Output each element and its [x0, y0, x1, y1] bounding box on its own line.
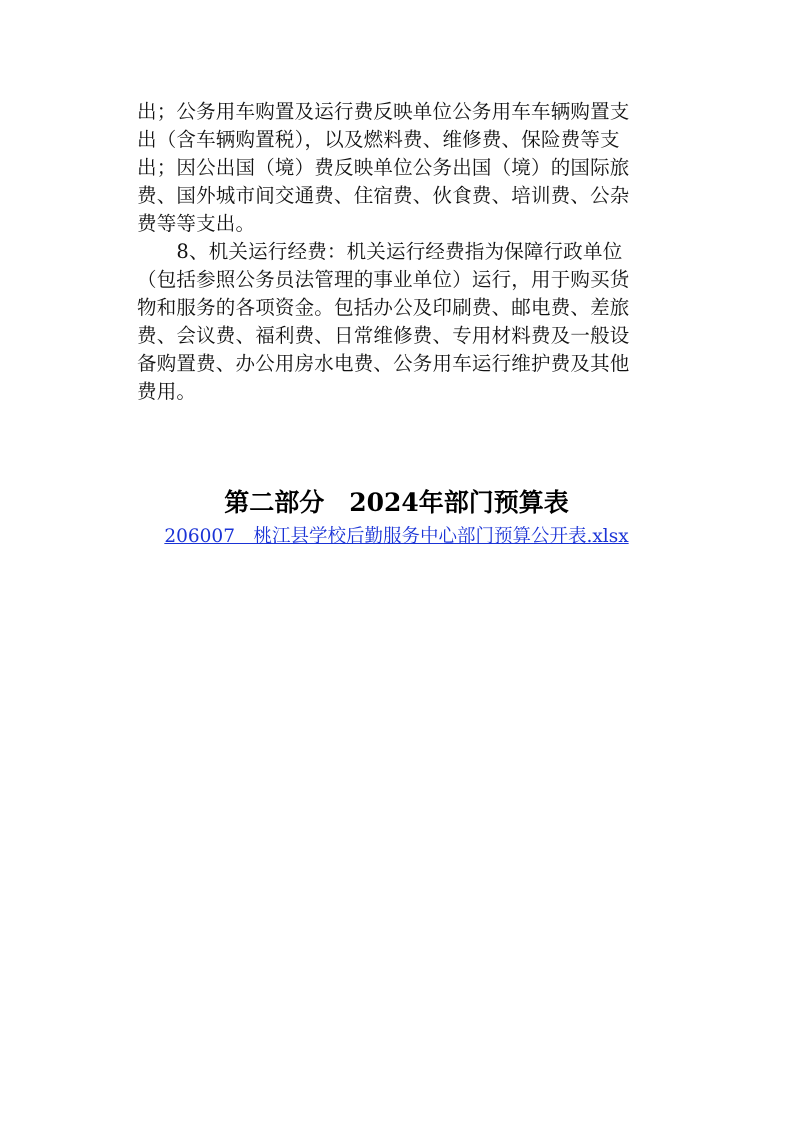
paragraph-line: 出；公务用车购置及运行费反映单位公务用车车辆购置支 — [137, 100, 630, 123]
paragraph-line: 费等等支出。 — [137, 212, 256, 235]
paragraph-line: 出；因公出国（境）费反映单位公务出国（境）的国际旅 — [137, 156, 630, 179]
paragraph-line: 出（含车辆购置税），以及燃料费、维修费、保险费等支 — [137, 128, 620, 151]
paragraph-line: 备购置费、办公用房水电费、公务用车运行维护费及其他 — [137, 352, 630, 375]
attachment-link[interactable]: 206007 桃江县学校后勤服务中心部门预算公开表.xlsx — [164, 526, 629, 547]
paragraph-line: 费、国外城市间交通费、住宿费、伙食费、培训费、公杂 — [137, 184, 630, 207]
section-title: 第二部分 2024年部门预算表 — [224, 488, 569, 517]
paragraph-line: 费、会议费、福利费、日常维修费、专用材料费及一般设 — [137, 324, 630, 347]
paragraph-line: 物和服务的各项资金。包括办公及印刷费、邮电费、差旅 — [137, 296, 630, 319]
paragraph-line: 8、机关运行经费：机关运行经费指为保障行政单位 — [137, 240, 623, 263]
paragraph-line: 费用。 — [137, 380, 197, 403]
paragraph-line: （包括参照公务员法管理的事业单位）运行，用于购买货 — [137, 268, 630, 291]
